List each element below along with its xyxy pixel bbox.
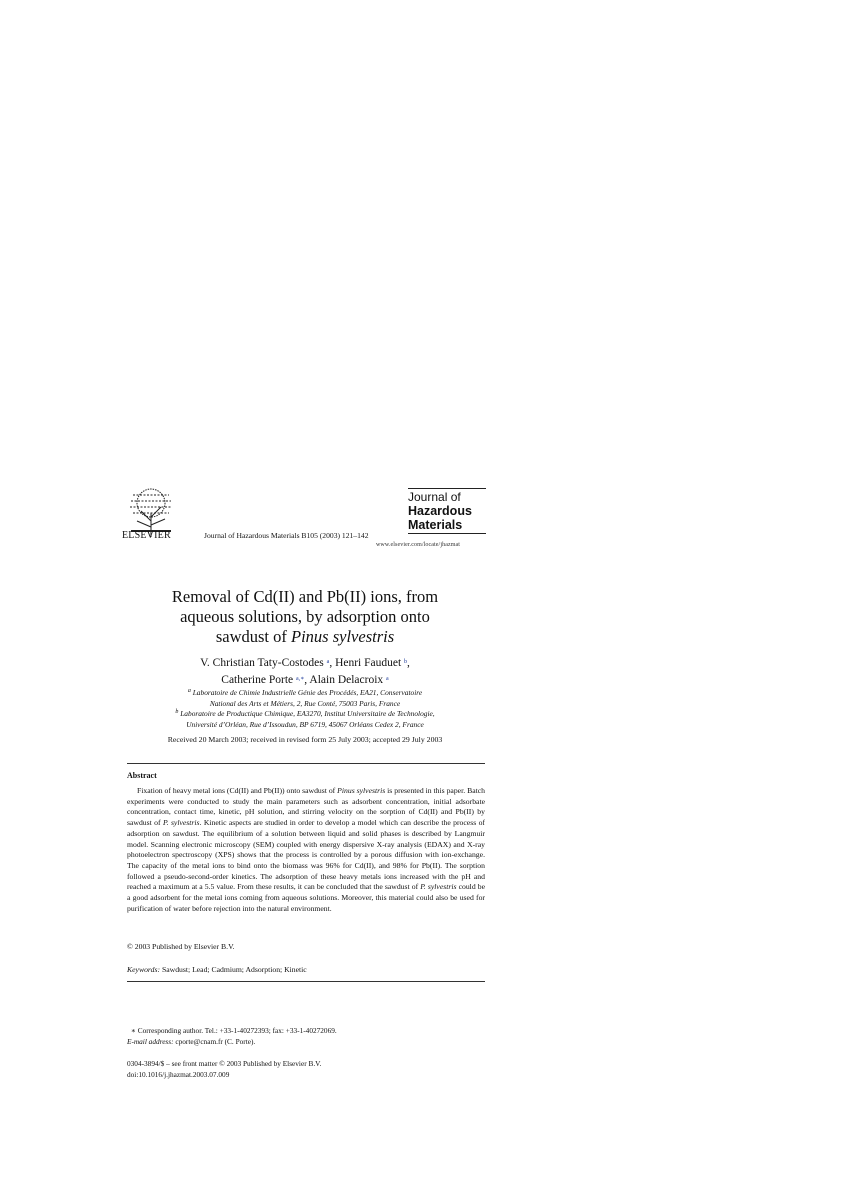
author-list: [160, 655, 450, 689]
journal-citation: Journal of Hazardous Materials B105 (2003) 121–142: [204, 531, 369, 540]
author-separator: ,: [304, 674, 310, 686]
author-line-2: [160, 672, 450, 689]
journal-brand: [408, 488, 486, 534]
title-line-2: aqueous solutions, by adsorption onto: [180, 607, 430, 626]
journal-brand-line-3: Materials: [408, 518, 463, 532]
affiliation-a: [150, 688, 460, 699]
issn-line: 0304-3894/$ – see front matter © 2003 Published by Elsevier B.V.: [127, 1059, 322, 1068]
footnote-contact: ∗ Corresponding author. Tel.: +33-1-40272393; fax: +33-1-40272069.: [131, 1026, 337, 1035]
affiliation-b-cont: Université d’Orléan, Rue d’Issoudun, BP 6719, 45067 Orléans Cedex 2, France: [186, 719, 424, 729]
author-name: V. Christian Taty-Costodes: [200, 657, 324, 669]
journal-brand-line-2: Hazardous: [408, 504, 472, 518]
doi-link[interactable]: doi:10.1016/j.jhazmat.2003.07.009: [127, 1070, 230, 1079]
author-name: Alain Delacroix: [309, 674, 384, 686]
author-separator: ,: [329, 657, 336, 669]
publisher-name: ELSEVIER: [122, 530, 171, 541]
author-affil-link[interactable]: b: [404, 659, 408, 665]
divider-top: [127, 763, 485, 764]
affiliation-mark: b: [175, 709, 179, 715]
abstract-text: . Kinetic aspects are studied in order to develop a model which can describe the process of adsorption on sawdust. The equilibrium of a solution between liquid and solid phases is described by Langmuir model. Scanning electronic microscopy (SEM) coupled with energy dispersive X-ray analysis (EDAX) and X-ray photoelectron spectroscopy (XPS) shows that the process is controlled by a porous diffusion with ion-exchange. The capacity of the metal ions to bind onto the biomass was 96% for Cd(II), and 98% for Pb(II). The sorption followed a pseudo-second-order kinetics. The adsorption of these heavy metals ions increased with the pH and reached a maximum at a 5.5 value. From these results, it can be concluded that the sawdust of: [127, 818, 485, 892]
abstract-species: Pinus sylvestris: [337, 786, 386, 795]
abstract-paragraph: [127, 786, 485, 914]
author-name: Catherine Porte: [221, 674, 294, 686]
article-title: [160, 587, 450, 647]
author-affil-link[interactable]: a: [326, 659, 330, 665]
affiliation-b: [150, 709, 460, 720]
abstract-species: P. sylvestris: [420, 882, 457, 892]
author-affil-link[interactable]: a,∗: [296, 676, 305, 682]
keywords-label: Keywords:: [127, 965, 161, 974]
affiliations: [150, 688, 460, 730]
title-species: Pinus sylvestris: [291, 627, 395, 646]
abstract-text: Fixation of heavy metal ions (Cd(II) and Pb(II)) onto sawdust of: [137, 786, 338, 795]
email-label: E-mail address:: [127, 1037, 174, 1046]
footnote-email: [127, 1036, 485, 1047]
abstract-body: [127, 786, 485, 914]
abstract-copyright: © 2003 Published by Elsevier B.V.: [127, 942, 235, 951]
title-line-3-prefix: sawdust of: [215, 627, 292, 646]
corresponding-footnote: [127, 1025, 485, 1047]
journal-url-link[interactable]: www.elsevier.com/locate/jhazmat: [376, 542, 461, 548]
abstract-heading: Abstract: [127, 771, 157, 780]
abstract-species: P. sylvestris: [162, 818, 200, 828]
affiliation-a-cont: National des Arts et Métiers, 2, Rue Conté, 75003 Paris, France: [209, 698, 401, 708]
front-matter: [127, 1058, 321, 1080]
divider-bottom: [127, 981, 485, 982]
author-affil-link[interactable]: a: [386, 676, 389, 682]
abstract-text: could be a good adsorbent for the metal ions coming from aqueous solutions. Moreover, this material could also be used for purification of water before rejection into the natural environment.: [127, 882, 485, 913]
title-line-1: Removal of Cd(II) and Pb(II) ions, from: [171, 587, 439, 606]
affiliation-mark: a: [187, 688, 191, 694]
author-line-1: [160, 655, 450, 672]
author-separator: ,: [407, 657, 410, 669]
affiliation-text: Laboratoire de Productique Chimique, EA3270, Institut Universitaire de Technologie,: [180, 709, 435, 718]
keywords-text: Sawdust; Lead; Cadmium; Adsorption; Kinetic: [160, 965, 307, 974]
abstract-text: is presented in this paper. Batch experiments were conducted to study the main parameters such as adsorbent concentration, initial adsorbate concentration, contact time, kinetic, pH solution, and stirring velocity on the sorption of Cd(II) and Pb(II) by sawdust of: [127, 786, 485, 828]
title-line-3: [160, 627, 450, 647]
affiliation-text: Laboratoire de Chimie Industrielle Génie des Procédés, EA21, Conservatoire: [192, 688, 423, 697]
email-text[interactable]: cporte@cnam.fr (C. Porte).: [173, 1037, 256, 1046]
article-dates: Received 20 March 2003; received in revised form 25 July 2003; accepted 29 July 2003: [167, 735, 443, 744]
author-name: Henri Fauduet: [335, 657, 402, 669]
keywords: [127, 965, 307, 974]
journal-brand-line-1: Journal of: [408, 490, 461, 504]
